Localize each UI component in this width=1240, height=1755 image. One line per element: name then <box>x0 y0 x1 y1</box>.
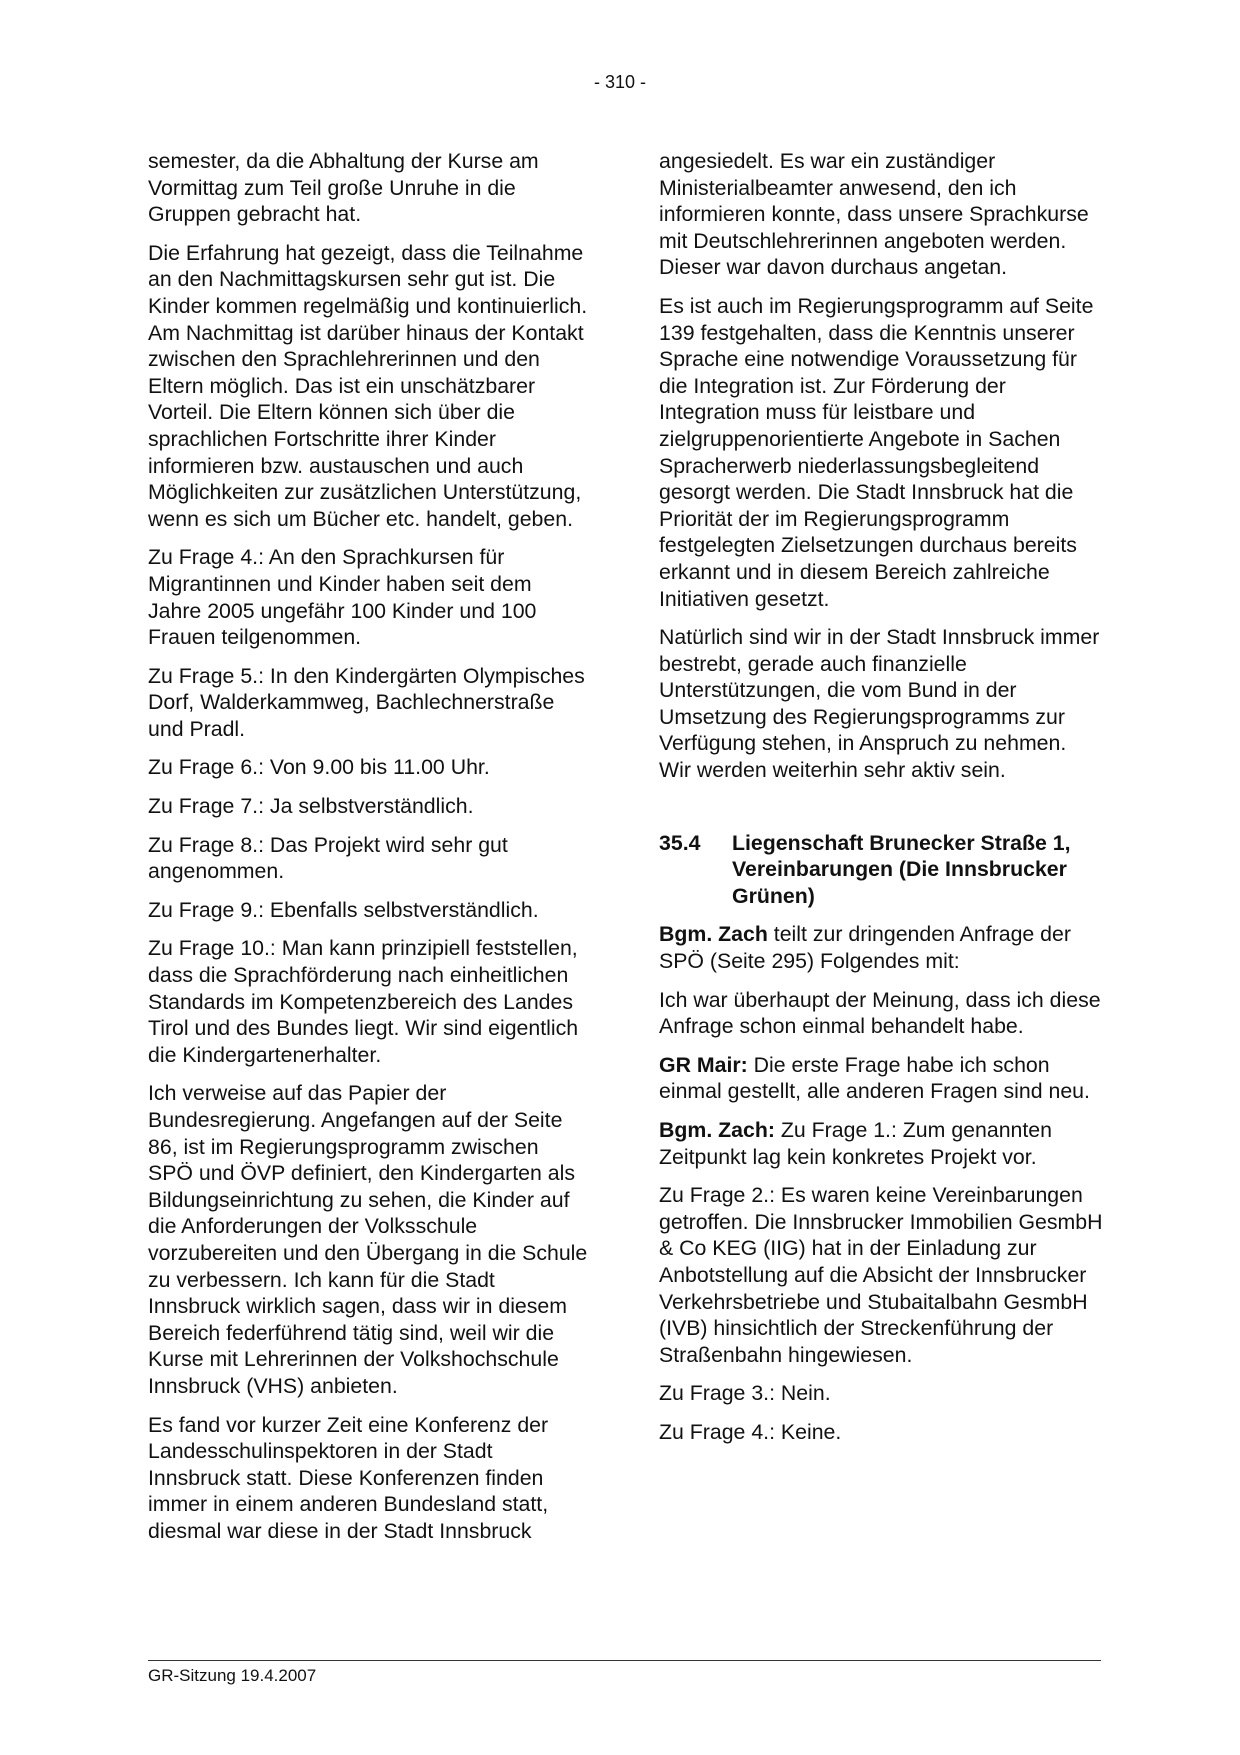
paragraph: Zu Frage 4.: Keine. <box>659 1419 842 1444</box>
paragraph: Die Erfahrung hat gezeigt, dass die Teilnahme an den Nachmittagskursen sehr gut ist. Die Kinder kommen regelmäßig und kontinuierlich. Am Nachmittag ist darüber hinaus der Kontakt zwischen den Sprachlehrerinnen und den Eltern möglich. Das ist ein unschätzbarer Vorteil. Die Eltern können sich über die sprachlichen Fortschritte ihrer Kinder informieren bzw. austauschen und auch Möglichkeiten zur zusätzlichen Unterstützung, wenn es sich um Bücher etc. handelt, geben. <box>148 240 588 531</box>
paragraph <box>659 1052 1104 1105</box>
paragraph: Zu Frage 7.: Ja selbstverständlich. <box>148 794 474 819</box>
paragraph: Zu Frage 9.: Ebenfalls selbstverständlich. <box>148 897 539 922</box>
paragraph: Natürlich sind wir in der Stadt Innsbruck immer bestrebt, gerade auch finanzielle Unterstützungen, die vom Bund in der Umsetzung des Regierungsprogramms zur Verfügung stehen, in Anspruch zu nehmen. Wir werden weiterhin sehr aktiv sein. <box>659 625 1100 783</box>
paragraph: Zu Frage 2.: Es waren keine Vereinbarungen getroffen. Die Innsbrucker Immobilien GesmbH & Co KEG (IIG) hat in der Einladung zur Anbotstellung auf die Absicht der Innsbrucker Verkehrsbetriebe und Stubaitalbahn GesmbH (IVB) hinsichtlich der Streckenführung der Straßenbahn hingewiesen. <box>659 1183 1103 1367</box>
paragraph: Ich verweise auf das Papier der Bundesregierung. Angefangen auf der Seite 86, ist im Regierungsprogramm zwischen SPÖ und ÖVP definiert, den Kindergarten als Bildungseinrichtung zu sehen, die Kinder auf die Anforderungen der Volksschule vorzubereiten und den Übergang in die Schule zu verbessern. Ich kann für die Stadt Innsbruck wirklich sagen, dass wir in diesem Bereich federführend tätig sind, weil wir die Kurse mit Lehrerinnen der Volkshochschule Innsbruck (VHS) anbieten. <box>148 1081 588 1398</box>
paragraph-text: Zu Frage 1.: Zum genannten Zeitpunkt lag kein konkretes Projekt vor. <box>659 1118 1052 1169</box>
left-column <box>148 148 588 1557</box>
paragraph: Zu Frage 5.: In den Kindergärten Olympisches Dorf, Walderkammweg, Bachlechnerstraße und Pradl. <box>148 663 585 741</box>
paragraph: Zu Frage 3.: Nein. <box>659 1381 831 1406</box>
speaker-name: Bgm. Zach: <box>659 1118 775 1142</box>
right-column <box>659 148 1104 1458</box>
footer-session-date: GR-Sitzung 19.4.2007 <box>148 1666 317 1685</box>
paragraph: Zu Frage 6.: Von 9.00 bis 11.00 Uhr. <box>148 755 490 780</box>
section-heading <box>659 830 1104 910</box>
footer-divider <box>148 1660 1101 1661</box>
paragraph: Zu Frage 10.: Man kann prinzipiell feststellen, dass die Sprachförderung nach einheitlichen Standards im Kompetenzbereich des Landes Tirol und des Bundes liegt. Wir sind eigentlich die Kindergartenerhalter. <box>148 936 579 1067</box>
page-number: - 310 - <box>593 72 647 92</box>
paragraph: Es fand vor kurzer Zeit eine Konferenz der Landesschulinspektoren in der Stadt Innsbruck statt. Diese Konferenzen finden immer in einem anderen Bundesland statt, diesmal war diese in der Stadt Innsbruck <box>148 1412 549 1543</box>
paragraph: semester, da die Abhaltung der Kurse am Vormittag zum Teil große Unruhe in die Gruppen gebracht hat. <box>148 149 539 227</box>
paragraph: Es ist auch im Regierungsprogramm auf Seite 139 festgehalten, dass die Kenntnis unserer Sprache eine notwendige Voraussetzung für die Integration ist. Zur Förderung der Integration muss für leistbare und zielgruppenorientierte Angebote in Sachen Spracherwerb niederlassungsbegleitend gesorgt werden. Die Stadt Innsbruck hat die Priorität der im Regierungsprogramm festgelegten Zielsetzungen durchaus bereits erkannt und in diesem Bereich zahlreiche Initiativen gesetzt. <box>659 293 1094 611</box>
paragraph: Ich war überhaupt der Meinung, dass ich diese Anfrage schon einmal behandelt habe. <box>659 987 1101 1039</box>
paragraph: angesiedelt. Es war ein zuständiger Ministerialbeamter anwesend, den ich informieren konnte, dass unsere Sprachkurse mit Deutschlehrerinnen angeboten werden. Dieser war davon durchaus angetan. <box>659 149 1089 280</box>
speaker-name: Bgm. Zach <box>659 922 768 947</box>
paragraph <box>659 921 1104 974</box>
speaker-name: GR Mair: <box>659 1052 748 1077</box>
paragraph: Zu Frage 4.: An den Sprachkursen für Migrantinnen und Kinder haben seit dem Jahre 2005 ungefähr 100 Kinder und 100 Frauen teilgenommen. <box>148 545 537 650</box>
paragraph <box>659 1117 1104 1170</box>
paragraph: Zu Frage 8.: Das Projekt wird sehr gut angenommen. <box>148 832 508 884</box>
section-number: 35.4 <box>659 830 701 855</box>
paragraph-text: teilt zur dringenden Anfrage der SPÖ (Seite 295) Folgendes mit: <box>659 922 1071 974</box>
section-title: Liegenschaft Brunecker Straße 1, Vereinbarungen (Die Innsbrucker Grünen) <box>732 830 1071 908</box>
paragraph-text: Die erste Frage habe ich schon einmal gestellt, alle anderen Fragen sind neu. <box>659 1052 1090 1104</box>
